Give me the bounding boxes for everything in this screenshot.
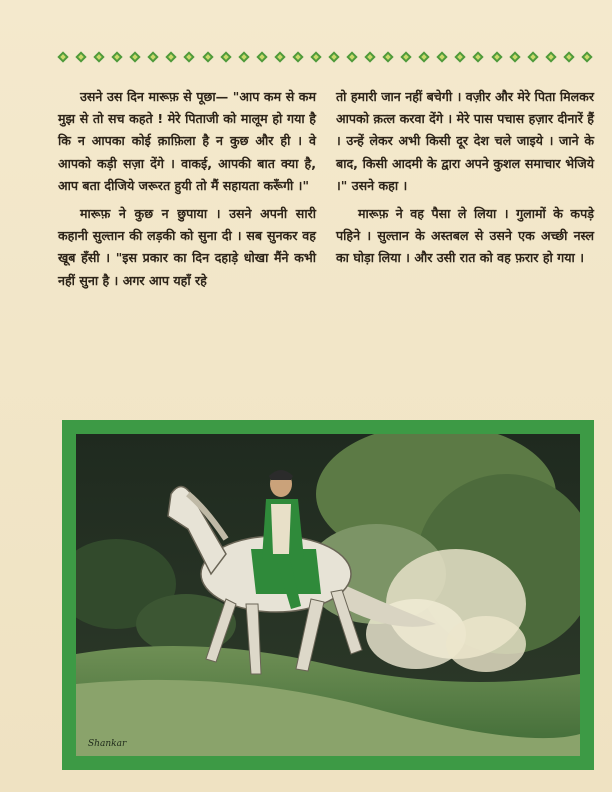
left-paragraph-1: उसने उस दिन मारूफ़ से पूछा— "आप कम से कम मुझ से तो सच कहते ! मेरे पिताजी को मालूम हो गया है कि न आपका कोई क़ाफ़िला है न कुछ और ही । वे आपको कड़ी सज़ा देंगे । वाकई, आपकी बात क्या है, आप बता दीजिये जरूरत हुयी तो मैं सहायता करूँगी ।"	[58, 89, 316, 193]
text-columns	[58, 86, 594, 412]
ornament-diamond-icon	[74, 50, 88, 64]
ornament-diamond-icon	[490, 50, 504, 64]
ornament-diamond-icon	[273, 50, 287, 64]
horse-rider-illustration	[76, 434, 580, 756]
ornament-diamond-icon	[381, 50, 395, 64]
ornament-diamond-icon	[345, 50, 359, 64]
rider-shirt	[271, 504, 291, 554]
ornament-diamond-icon	[508, 50, 522, 64]
ornament-diamond-icon	[56, 50, 70, 64]
ornament-diamond-icon	[164, 50, 178, 64]
ornament-diamond-icon	[453, 50, 467, 64]
ornament-diamond-icon	[237, 50, 251, 64]
ornament-diamond-icon	[128, 50, 142, 64]
right-column	[336, 86, 594, 412]
ornament-diamond-icon	[562, 50, 576, 64]
ornament-diamond-icon	[201, 50, 215, 64]
ornament-diamond-icon	[580, 50, 594, 64]
ornament-diamond-icon	[291, 50, 305, 64]
ornament-diamond-icon	[471, 50, 485, 64]
right-paragraph-1: तो हमारी जान नहीं बचेगी । वज़ीर और मेरे पिता मिलकर आपको क़त्ल करवा देंगे । मेरे पास पचास हज़ार दीनारें हैं । उन्हें लेकर अभी किसी दूर देश चले जाइये । जाने के बाद, किसी आदमी के द्वारा अपने कुशल समाचार भेजिये ।" उसने कहा ।	[336, 89, 594, 193]
ornament-diamond-icon	[544, 50, 558, 64]
artist-signature: Shankar	[88, 739, 127, 749]
ornament-diamond-icon	[146, 50, 160, 64]
ornament-diamond-icon	[526, 50, 540, 64]
ornament-diamond-icon	[417, 50, 431, 64]
left-column	[58, 86, 316, 412]
ornament-diamond-icon	[435, 50, 449, 64]
ornament-diamond-icon	[327, 50, 341, 64]
story-illustration	[62, 420, 594, 770]
right-paragraph-2: मारूफ़ ने वह पैसा ले लिया । गुलामों के कपड़े पहिने । सुल्तान के अस्तबल से उसने एक अच्छी नस्ल का घोड़ा लिया । और उसी रात को वह फ़रार हो गया ।	[336, 206, 594, 266]
ornament-diamond-icon	[182, 50, 196, 64]
ornament-diamond-icon	[110, 50, 124, 64]
ornament-diamond-icon	[92, 50, 106, 64]
left-paragraph-2: मारूफ़ ने कुछ न छुपाया । उसने अपनी सारी कहानी सुल्तान की लड़की को सुना दी । सब सुनकर वह खूब हँसी । "इस प्रकार का दिन दहाड़े धोखा मैंने कभी नहीं सुना है । अगर आप यहाँ रहे	[58, 206, 316, 288]
ornament-diamond-icon	[309, 50, 323, 64]
ornament-diamond-icon	[255, 50, 269, 64]
ornament-diamond-icon	[399, 50, 413, 64]
ornament-diamond-icon	[363, 50, 377, 64]
dust-cloud-3	[446, 616, 526, 672]
decorative-border	[56, 46, 594, 68]
ornament-diamond-icon	[219, 50, 233, 64]
